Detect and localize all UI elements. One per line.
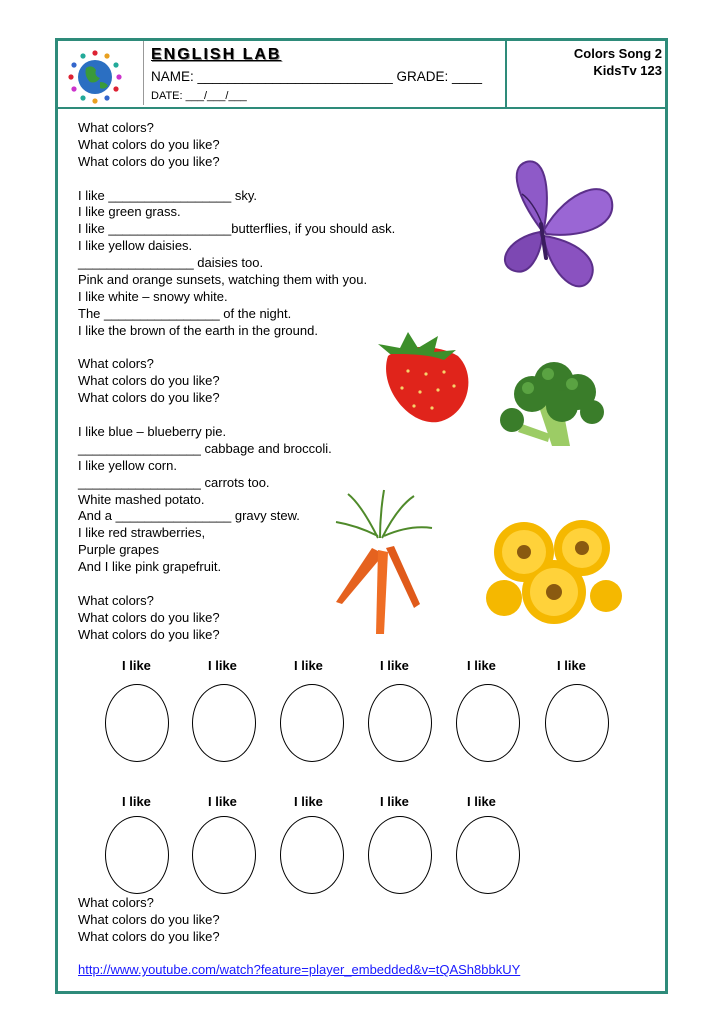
carrots-icon — [328, 488, 438, 638]
lab-title: ENGLISH LAB — [151, 46, 282, 63]
lyric-line: What colors? — [78, 592, 154, 608]
lyric-line: ________________ daisies too. — [78, 255, 264, 271]
lyric-line: The ________________ of the night. — [78, 305, 292, 321]
lyric-line: I like yellow corn. — [78, 457, 177, 473]
lyric-line: White mashed potato. — [78, 491, 205, 507]
lyric-line: I like red strawberries, — [78, 525, 206, 541]
lyric-line: What colors do you like? — [78, 373, 220, 389]
closing-lyrics — [78, 894, 220, 945]
color-circle[interactable] — [192, 816, 256, 894]
color-circle[interactable] — [192, 684, 256, 762]
yellow-flowers-icon — [484, 512, 624, 630]
youtube-link[interactable]: http://www.youtube.com/watch?feature=player_embedded&v=tQASh8bbkUY — [78, 962, 521, 977]
lyric-line: I like green grass. — [78, 204, 181, 220]
butterfly-icon — [478, 158, 616, 298]
color-circle[interactable] — [105, 684, 169, 762]
i-like-label: I like — [467, 658, 496, 673]
lyric-line: What colors do you like? — [78, 912, 220, 927]
lyric-line: What colors do you like? — [78, 390, 220, 406]
lyric-line — [78, 407, 395, 424]
i-like-label: I like — [380, 794, 409, 809]
lyric-line: _________________ carrots too. — [78, 474, 270, 490]
lyric-line: Pink and orange sunsets, watching them with you. — [78, 272, 368, 288]
lyric-line — [78, 171, 395, 188]
strawberry-icon — [368, 326, 476, 426]
broccoli-icon — [492, 354, 612, 454]
lyric-line: What colors do you like? — [78, 609, 220, 625]
i-like-label: I like — [380, 658, 409, 673]
lyric-line: I like the brown of the earth in the ground. — [78, 322, 318, 338]
lyric-line: _________________ cabbage and broccoli. — [78, 440, 332, 456]
lyric-line: What colors? — [78, 120, 154, 135]
i-like-label: I like — [122, 794, 151, 809]
i-like-label: I like — [122, 658, 151, 673]
lyric-line: What colors do you like? — [78, 153, 220, 169]
color-circle[interactable] — [456, 816, 520, 894]
name-grade-line[interactable]: NAME: __________________________ GRADE: ____ — [151, 69, 483, 84]
lyric-line: What colors do you like? — [78, 626, 220, 642]
header-divider — [505, 41, 507, 107]
color-circle[interactable] — [545, 684, 609, 762]
lyric-line: Purple grapes — [78, 542, 159, 558]
lyric-line: And a ________________ gravy stew. — [78, 508, 300, 524]
i-like-label: I like — [294, 658, 323, 673]
globe-logo-icon — [66, 48, 124, 106]
color-circle[interactable] — [368, 684, 432, 762]
song-source-line: KidsTv 123 — [593, 63, 662, 78]
lyric-line: I like _________________ sky. — [78, 187, 258, 203]
i-like-label: I like — [208, 658, 237, 673]
i-like-label: I like — [294, 794, 323, 809]
i-like-label: I like — [467, 794, 496, 809]
lyric-line: I like yellow daisies. — [78, 238, 193, 254]
color-circle[interactable] — [105, 816, 169, 894]
lyric-line: What colors? — [78, 356, 154, 372]
song-title-line: Colors Song 2 — [573, 46, 662, 61]
lyric-line — [78, 340, 395, 357]
lyric-line: I like white – snowy white. — [78, 288, 228, 304]
song-title — [520, 45, 662, 79]
color-circle[interactable] — [280, 816, 344, 894]
i-like-label: I like — [557, 658, 586, 673]
date-line[interactable]: DATE: ___/___/___ — [151, 90, 247, 102]
lyric-line: What colors do you like? — [78, 136, 220, 152]
i-like-label: I like — [208, 794, 237, 809]
lyric-line: I like _________________butterflies, if you should ask. — [78, 221, 396, 237]
color-circle[interactable] — [280, 684, 344, 762]
color-circle[interactable] — [368, 816, 432, 894]
lyric-line: And I like pink grapefruit. — [78, 559, 222, 575]
lyric-line: I like blue – blueberry pie. — [78, 424, 227, 440]
lyric-line: What colors? — [78, 895, 154, 910]
lyric-line: What colors do you like? — [78, 929, 220, 944]
color-circle[interactable] — [456, 684, 520, 762]
